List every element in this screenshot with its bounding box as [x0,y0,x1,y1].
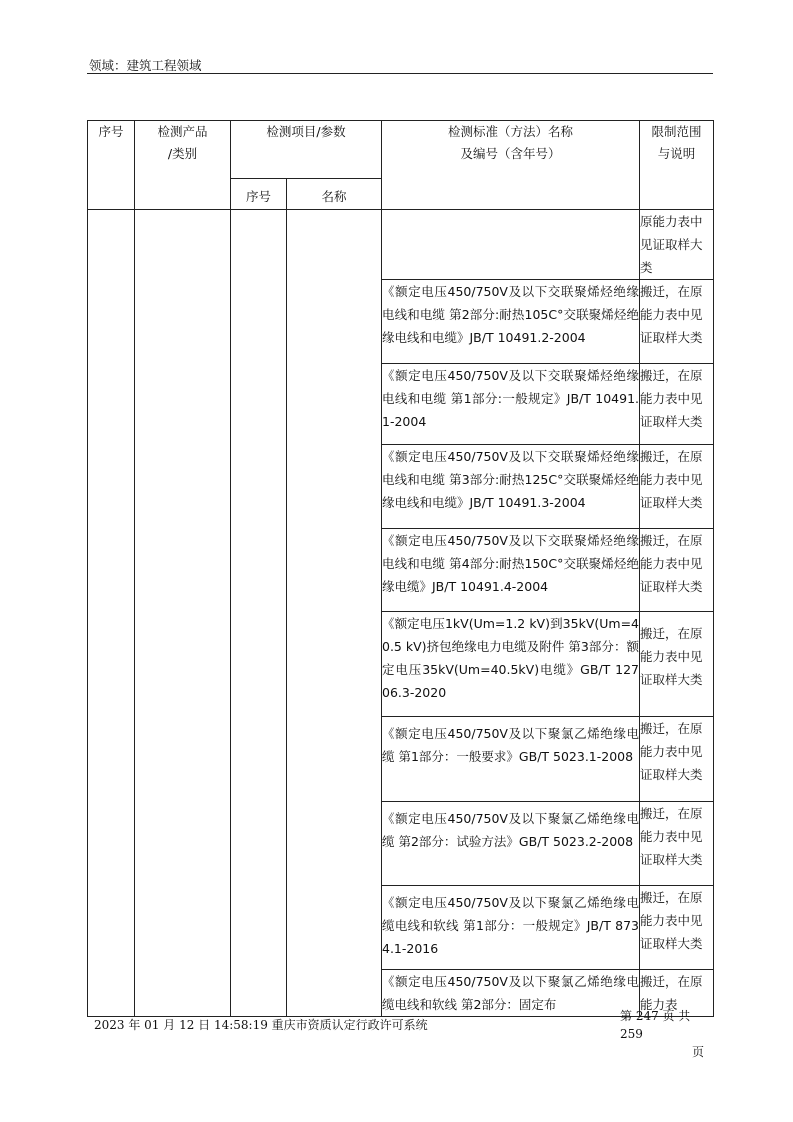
cell-standard: 《额定电压450/750V及以下交联聚烯烃绝缘电线和电缆 第3部分:耐热125C°交联聚烯烃绝缘电线和电缆》JB/T 10491.3-2004 [382,445,640,529]
cell-limit: 搬迁，在原能力表中见证取样大类 [640,445,714,529]
table-row [88,210,714,280]
cell-seq [88,210,135,1017]
cell-limit: 搬迁，在原能力表中见证取样大类 [640,364,714,445]
footer-page-number [620,1007,716,1061]
cell-item-name [287,210,382,1017]
cell-standard: 《额定电压1kV(Um=1.2 kV)到35kV(Um=40.5 kV)挤包绝缘电力电缆及附件 第3部分：额定电压35kV(Um=40.5kV)电缆》GB/T 12706.3-2020 [382,612,640,717]
cell-limit: 搬迁，在原能力表中见证取样大类 [640,280,714,364]
footer-page-line2: 页 [691,1045,704,1059]
footer-datetime-system: 2023 年 01 月 12 日 14:58:19 重庆市资质认定行政许可系统 [94,1018,428,1032]
header-limit-text: 限制范围 与说明 [651,124,702,161]
cell-standard: 《额定电压450/750V及以下聚氯乙烯绝缘电缆 第1部分：一般要求》GB/T 5023.1-2008 [382,717,640,802]
cell-limit: 搬迁，在原能力表中见证取样大类 [640,886,714,970]
header-limit [640,121,714,210]
cell-limit: 搬迁，在原能力表中见证取样大类 [640,529,714,612]
header-standard [382,121,640,210]
qualification-table [87,120,714,1017]
header-product [135,121,231,210]
cell-standard [382,210,640,280]
header-item-name: 名称 [287,179,382,210]
header-divider [87,73,713,74]
footer-page-line1: 第 247 页 共 259 [620,1009,691,1041]
header-standard-text: 检测标准（方法）名称 及编号（含年号） [447,124,573,161]
header-seq: 序号 [88,121,135,210]
cell-standard: 《额定电压450/750V及以下聚氯乙烯绝缘电缆 第2部分：试验方法》GB/T 5023.2-2008 [382,802,640,886]
header-product-text: 检测产品 /类别 [157,124,208,161]
cell-standard: 《额定电压450/750V及以下交联聚烯烃绝缘电线和电缆 第2部分:耐热105C°交联聚烯烃绝缘电线和电缆》JB/T 10491.2-2004 [382,280,640,364]
cell-standard: 《额定电压450/750V及以下聚氯乙烯绝缘电缆电线和软线 第2部分：固定布 [382,970,640,1017]
cell-limit: 搬迁，在原能力表中见证取样大类 [640,612,714,717]
cell-limit: 搬迁，在原能力表中见证取样大类 [640,717,714,802]
cell-limit: 搬迁，在原能力表 [640,970,714,1017]
cell-standard: 《额定电压450/750V及以下交联聚烯烃绝缘电线和电缆 第4部分:耐热150C°交联聚烯烃绝缘电缆》JB/T 10491.4-2004 [382,529,640,612]
cell-item-seq [231,210,287,1017]
cell-limit: 搬迁，在原能力表中见证取样大类 [640,802,714,886]
cell-product [135,210,231,1017]
cell-standard: 《额定电压450/750V及以下交联聚烯烃绝缘电线和电缆 第1部分:一般规定》JB/T 10491.1-2004 [382,364,640,445]
cell-standard: 《额定电压450/750V及以下聚氯乙烯绝缘电缆电线和软线 第1部分：一般规定》JB/T 8734.1-2016 [382,886,640,970]
header-item-seq: 序号 [231,179,287,210]
cell-limit: 原能力表中见证取样大类 [640,210,714,280]
page-header: 领域：建筑工程领域 [89,58,202,73]
header-items: 检测项目/参数 [231,121,382,179]
